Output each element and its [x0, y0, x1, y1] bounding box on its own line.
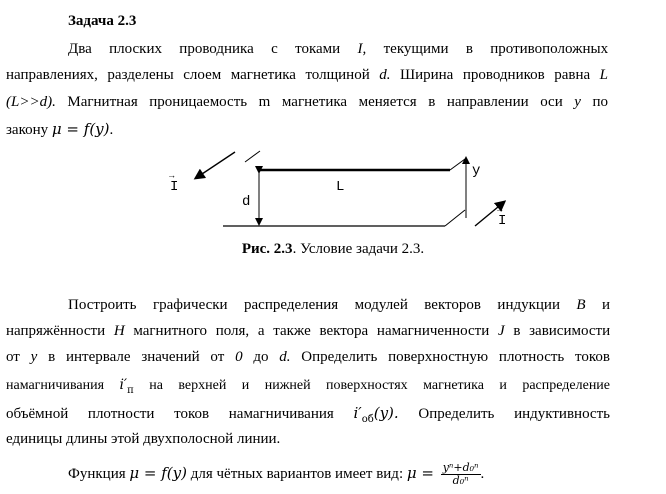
- label-y-axis: y: [472, 163, 481, 179]
- p1-line2: направлениях, разделены слоем магнетика толщиной d. Ширина проводников равна L: [6, 67, 608, 83]
- current-arrow-left: [196, 152, 235, 178]
- p2-line5: объёмной плотности токов намагничивания $i'_{об}(y)$. Определить индуктивность: [6, 404, 610, 425]
- conductors-figure: [160, 148, 520, 238]
- p2-line2: напряжённости H магнитного поля, а также вектора намагниченности J в зависимости: [6, 323, 611, 339]
- p2-line4: намагничивания $i'_п$ на верхней и нижней поверхностях магнетика и распределение: [6, 377, 611, 396]
- p2-line1: Построить графически распределения модулей векторов индукции B и: [68, 297, 611, 313]
- problem-title: Задача 2.3: [68, 13, 137, 29]
- label-width: L: [336, 179, 345, 195]
- p1-line3: (L>>d). Магнитная проницаемость m магнетика меняется в направлении оси y по: [6, 94, 609, 110]
- top-conductor: [245, 151, 260, 162]
- formula-fraction: $\frac{\text{yⁿ+d₀ⁿ}}{\text{d₀ⁿ}}$: [442, 461, 479, 487]
- p1-line1: Два плоских проводника с токами I, текущими в противоположных: [68, 41, 609, 57]
- p2-line6: единицы длины этой двухполосной линии.: [6, 431, 281, 447]
- label-current-right: I: [498, 213, 507, 229]
- p2-line3: от y в интервале значений от 0 до d. Определить поверхностную плотность токов: [6, 349, 610, 365]
- function-line: Функция μ = f(y) для чётных вариантов имеет вид: μ = $\frac{\text{yⁿ+d₀ⁿ}}{\text{d₀ⁿ}}$ .: [68, 461, 485, 487]
- label-current-left: I: [170, 179, 179, 195]
- p1-line4: закону μ = f(y).: [6, 120, 114, 138]
- arrow-over-right: →: [497, 205, 503, 215]
- label-thickness: d: [242, 194, 251, 210]
- arrow-over-left: →: [169, 171, 175, 181]
- figure-caption: Рис. 2.3. Условие задачи 2.3.: [241, 241, 425, 257]
